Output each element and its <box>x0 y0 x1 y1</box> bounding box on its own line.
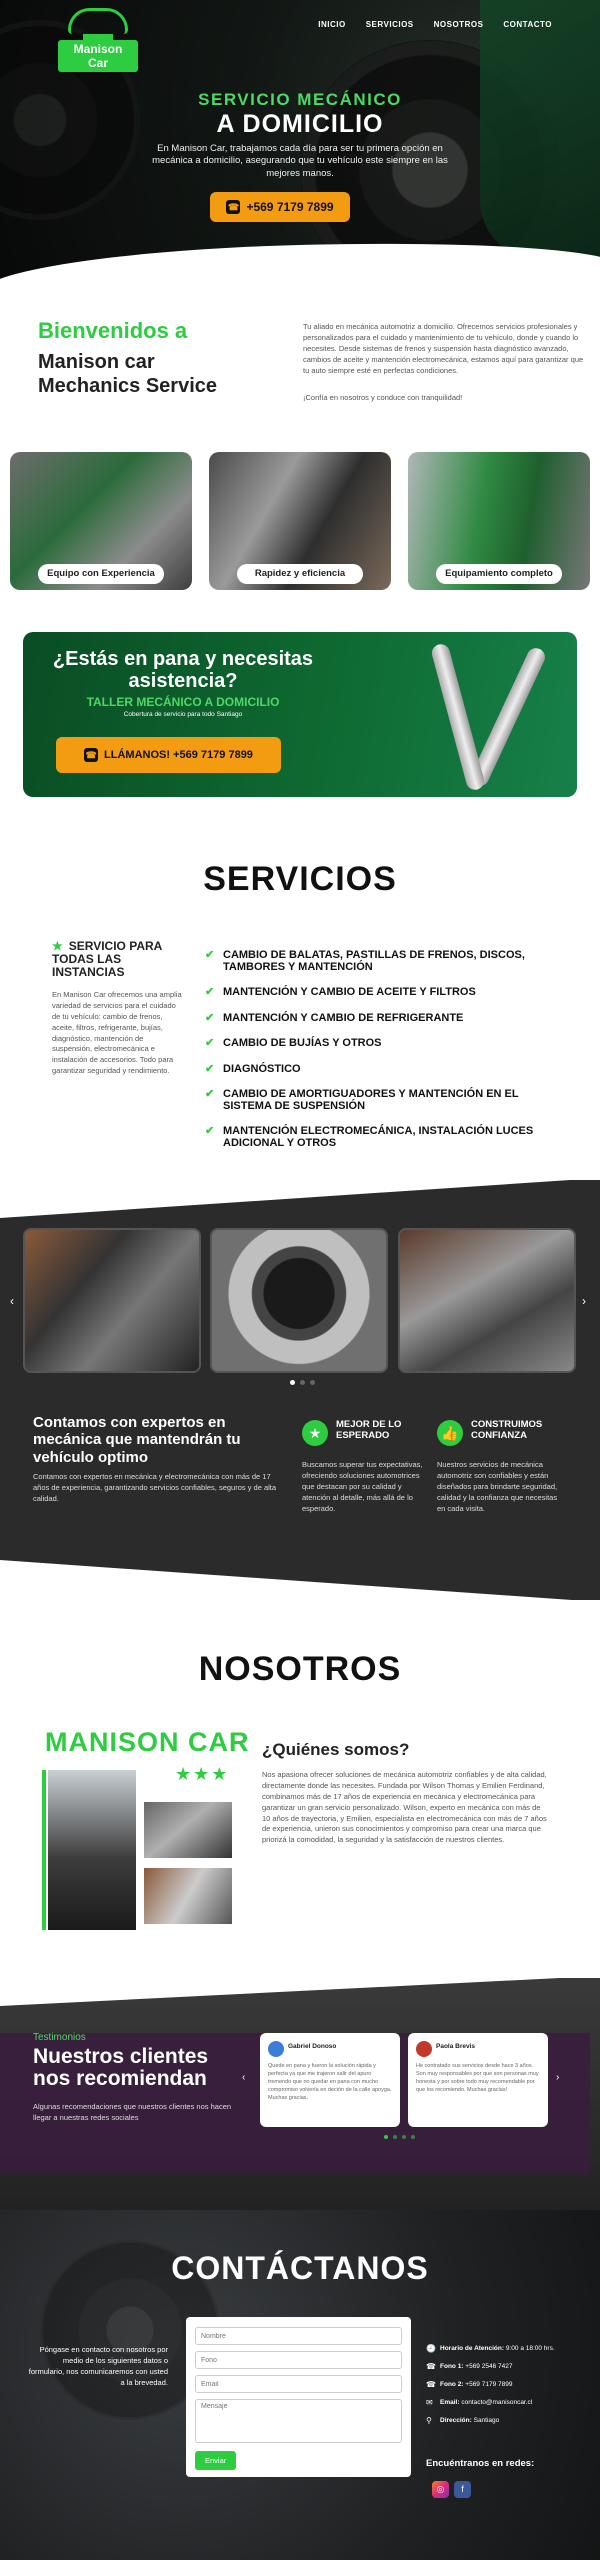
about-image-tire <box>48 1770 136 1930</box>
services-list <box>205 950 545 1163</box>
gallery-image <box>398 1228 576 1373</box>
welcome-paragraph: Tu aliado en mecánica automotriz a domicilio. Ofrecemos servicios profesionales y personalizados para el cuidado y mantenimiento de tu vehículo, donde y cuando lo necesites. Desde sistemas de frenos y suspensión hasta diagnóstico avanzado, cambios de aceite y mantención electromecánica, estamos aquí para garantizar que tu auto siempre esté en perfectas condiciones. <box>303 322 584 375</box>
gallery-image <box>23 1228 201 1373</box>
feature-card-speed <box>209 452 391 590</box>
star-icon: ★ <box>52 939 63 953</box>
nav-inicio[interactable]: INICIO <box>318 20 346 29</box>
facebook-icon[interactable]: f <box>454 2481 471 2498</box>
info-email[interactable]: ✉ Email: contacto@manisoncar.cl <box>426 2398 533 2407</box>
about-title: NOSOTROS <box>198 1650 402 1688</box>
feature-label: Equipo con Experiencia <box>38 564 164 584</box>
service-item: ✔ MANTENCIÓN Y CAMBIO DE ACEITE Y FILTROS <box>205 986 476 999</box>
cta-title: ¿Estás en pana y necesitas asistencia? <box>52 648 314 692</box>
feature-label: Rapidez y eficiencia <box>237 564 363 584</box>
service-item: ✔ DIAGNÓSTICO <box>205 1062 301 1075</box>
mail-icon: ✉ <box>426 2398 433 2407</box>
phone-input[interactable] <box>195 2351 402 2369</box>
gallery-prev-arrow[interactable]: ‹ <box>10 1294 14 1308</box>
gallery-next-arrow[interactable]: › <box>582 1294 586 1308</box>
experts-text: Contamos con expertos en mecánica y electromecánica con más de 17 años de experiencia, garantizando servicios confiables, seguros y de alta calidad. <box>33 1472 277 1503</box>
about-image-tools <box>142 1866 234 1926</box>
star-icon: ★ <box>302 1420 328 1446</box>
hero-subtitle: SERVICIO MECÁNICO <box>198 90 402 109</box>
testimonials-kicker: Testimonios <box>33 2032 86 2043</box>
info-hours: 🕘 Horario de Atención: 9:00 a 18:00 hrs. <box>426 2344 555 2353</box>
avatar <box>268 2041 284 2057</box>
carousel-dot[interactable] <box>393 2135 397 2139</box>
contact-form <box>186 2317 411 2477</box>
service-item: ✔ MANTENCIÓN ELECTROMECÁNICA, INSTALACIÓN LUCES ADICIONAL Y OTROS <box>205 1125 534 1149</box>
nav-contacto[interactable]: CONTACTO <box>503 20 552 29</box>
service-item: ✔ CAMBIO DE BALATAS, PASTILLAS DE FRENOS, DISCOS, TAMBORES Y MANTENCIÓN <box>205 949 525 973</box>
info-phone2[interactable]: ☎ Fono 2: +569 7179 7899 <box>426 2380 513 2389</box>
contact-info <box>426 2345 596 2435</box>
wrench-icon <box>430 642 486 792</box>
about-question: ¿Quiénes somos? <box>262 1740 410 1759</box>
contact-title: CONTÁCTANOS <box>171 2250 429 2286</box>
hero-section <box>0 0 600 285</box>
services-title: SERVICIOS <box>203 860 397 898</box>
experts-title: Contamos con expertos en mecánica que mantendrán tu vehículo optimo <box>33 1414 241 1466</box>
service-item: ✔ CAMBIO DE AMORTIGUADORES Y MANTENCIÓN EN EL SISTEMA DE SUSPENSIÓN <box>205 1088 519 1112</box>
testimonial-text: He contratado sus servicios desde hace 3 años. Son muy responsables por que son personas muy honesta y por sobre todo muy recomendable por que los recomiendo. Muchas gracias! <box>416 2063 539 2093</box>
phone-icon: ☎ <box>426 2380 436 2389</box>
nav-servicios[interactable]: SERVICIOS <box>365 20 414 29</box>
service-item: ✔ CAMBIO DE BUJÍAS Y OTROS <box>205 1037 382 1050</box>
carousel-dot[interactable] <box>411 2135 415 2139</box>
gallery-dots <box>290 1380 315 1385</box>
cta-subtitle: TALLER MECÁNICO A DOMICILIO <box>86 695 280 709</box>
stars-icon: ★★★ <box>175 1764 230 1784</box>
testimonial-author: Paola Brevis <box>436 2043 476 2050</box>
testimonial-text: Quede en pana y fueron la solución rápida y perfecta ya que me trajeron salir del apuro tremendo que no quedar en pana con mucho compromiso volvería en deción de la calle apoyga. Muchas gracias. <box>268 2063 392 2101</box>
carousel-dot[interactable] <box>290 1380 295 1385</box>
cta-coverage: Cobertura de servicio para todo Santiago <box>123 711 243 718</box>
hero-phone-button[interactable] <box>210 192 350 222</box>
message-input[interactable] <box>195 2399 402 2443</box>
cta-call-label: LLÁMANOS! +569 7179 7899 <box>104 749 253 761</box>
thumbs-up-icon: 👍 <box>437 1420 463 1446</box>
social-heading: Encuéntranos en redes: <box>426 2458 535 2469</box>
phone-icon: ☎ <box>85 750 97 760</box>
location-icon: ⚲ <box>426 2416 432 2425</box>
check-icon: ✔ <box>205 1037 215 1050</box>
hero-phone-label: +569 7179 7899 <box>246 200 334 214</box>
about-text: Nos apasiona ofrecer soluciones de mecánica automotriz confiables y de alta calidad, directamente donde las necesites. Fundada por Wilson Thomas y Emilien Ferdinand, combinamos más de 17 años de experiencia en mecánica y electromecánica para garantizar un gran servicio personalizado. Wilson, experto en mecánica con más de 10 años de trayectoria, y Emilien, especialista en electromecánica con más de 7 años de experiencia, unieron sus conocimientos y compromiso para crear una marca que priorizá la comodidad, la seguridad y la satisfacción de nuestros clientes. <box>262 1770 547 1845</box>
testimonials-text: Algunas recomendaciones que nuestros clientes nos hacen llegar a nuestras redes sociales <box>33 2102 232 2122</box>
info-phone1[interactable]: ☎ Fono 1: +569 2546 7427 <box>426 2362 513 2371</box>
welcome-tagline: ¡Confía en nosotros y conduce con tranquilidad! <box>303 393 463 402</box>
feature-card-equipment <box>408 452 590 590</box>
instagram-icon[interactable]: ◎ <box>432 2481 449 2498</box>
hero-title: A DOMICILIO <box>216 110 384 138</box>
contact-intro: Póngase en contacto con nosotros por medio de los siguientes datos o formulario, nos comunicaremos con usted a la brevedad. <box>28 2345 168 2387</box>
check-icon: ✔ <box>205 1088 215 1101</box>
check-icon: ✔ <box>205 1011 215 1024</box>
carousel-dot[interactable] <box>384 2135 388 2139</box>
logo[interactable] <box>58 8 138 70</box>
check-icon: ✔ <box>205 949 215 961</box>
phone-icon: ☎ <box>227 202 240 212</box>
phone-icon: ☎ <box>426 2362 436 2371</box>
carousel-dot[interactable] <box>300 1380 305 1385</box>
name-input[interactable] <box>195 2327 402 2345</box>
hero-text: En Manison Car, trabajamos cada día para ser tu primera opción en mecánica a domicilio, asegurando que tu vehículo este siempre en las mejores manos. <box>152 143 448 179</box>
welcome-heading: Bienvenidos a <box>38 318 188 343</box>
avatar <box>416 2041 432 2057</box>
carousel-dot[interactable] <box>310 1380 315 1385</box>
submit-button[interactable]: Enviar <box>195 2451 236 2470</box>
car-logo-icon <box>68 8 128 34</box>
welcome-subheading: Manison car Mechanics Service <box>38 351 217 397</box>
feature-card-experience <box>10 452 192 590</box>
carousel-dot[interactable] <box>402 2135 406 2139</box>
feature-label: Equipamiento completo <box>436 564 562 584</box>
check-icon: ✔ <box>205 1125 215 1138</box>
gallery-image <box>210 1228 388 1373</box>
testimonial-prev-arrow[interactable]: ‹ <box>242 2072 246 2083</box>
testimonial-card <box>408 2033 548 2127</box>
about-brand: MANISON CAR <box>45 1727 250 1757</box>
cta-call-button[interactable] <box>56 737 281 773</box>
about-image-engine <box>142 1800 234 1860</box>
info-address: ⚲ Dirección: Santiago <box>426 2416 500 2425</box>
main-nav <box>318 20 552 29</box>
services-side-heading: ★ SERVICIO PARA TODAS LAS INSTANCIAS <box>52 939 162 980</box>
testimonial-author: Gabriel Donoso <box>288 2043 337 2050</box>
email-input[interactable] <box>195 2375 402 2393</box>
cta-banner <box>23 632 577 797</box>
testimonial-card <box>260 2033 400 2127</box>
testimonials-title: Nuestros clientes nos recomiendan <box>33 2045 209 2091</box>
page: Manison Car INICIO SERVICIOS NOSOTROS CONTACTO SERVICIO MECÁNICO A DOMICILIO En Manison Car, trabajamos cada día para ser tu primera opción en mecánica a domicilio, asegurando que tu vehículo este siempre en las mejores manos. ☎ +569 7179 7899 Bienvenidos a Manison car Mechanics Service Tu aliado en mecánica automotriz a domicilio. Ofrecemos servicios profesionales y personalizados para el cuidado y mantenimiento de tu vehículo, donde y cuando lo necesites. Desde sistemas de frenos y suspensión hasta diagnóstico avanzado, cambios de aceite y mantención electromecánica, estamos aquí para garantizar que tu auto siempre esté en perfectas condiciones. ¡Confía en nosotros y conduce con tranquilidad! Equipo con Experiencia Rapidez y eficiencia Equipamiento completo ¿Estás en pana y necesitas asistencia? TALLER MECÁNICO A DOMICILIO Cobertura de servicio para todo Santiago ☎ LLÁMANOS! +569 7179 7899 SERVICIOS ★ SERVICIO PARA TODAS LAS INSTANCIAS En Manison Car ofrecemos una amplia variedad de servicios para el cuidado de tu vehículo: cambio de frenos, aceite, filtros, refrigerante, bujías, diagnóstico, mantención de suspensión, electromecánica e instalación de accesorios. Todo para garantizar seguridad y rendimiento. ✔ CAMBIO DE BALATAS, PASTILLAS DE FRENOS, DISCOS, TAMBORES Y MANTENCIÓN ✔ MANTENCIÓN Y CAMBIO DE ACEITE Y FILTROS ✔ MANTENCIÓN Y CAMBIO DE REFRIGERANTE ✔ CAMBIO DE BUJÍAS Y OTROS ✔ DIAGNÓSTICO ✔ CAMBIO DE AMORTIGUADORES Y MANTENCIÓN EN EL SISTEMA DE SUSPENSIÓN ✔ MANTENCIÓN ELECTROMECÁNICA, INSTALACIÓN LUCES ADICIONAL Y OTROS ‹ › Contamos con expertos en mecánica que mantendrán tu vehículo optimo Contamos con expertos en mecánica y electromecánica con más de 17 años de experiencia, garantizando servicios confiables, seguros y de alta calidad. ★ MEJOR DE LO ESPERADO Buscamos superar tus expectativas, ofreciendo soluciones automotrices que destacan por su calidad y atención al detalle, más allá de lo esperado. 👍 CONSTRUIMOS CONFIANZA Nuestros servicios de mecánica automotriz son confiables y están diseñados para brindarte seguridad, calidad y la confianza que necesitas en cada visita. NOSOTROS MANISON CAR ★★★ ¿Quiénes somos? Nos apasiona ofrecer soluciones de mecánica automotriz confiables y de alta calidad, directamente donde las necesites. Fundada por Wilson Thomas y Emilien Ferdinand, combinamos más de 17 años de experiencia en mecánica y electromecánica para garantizar un gran servicio personalizado. Wilson, experto en mecánica con más de 10 años de trayectoria, y Emilien, especialista en electromecánica con más de 7 años de experiencia, unieron sus conocimientos y compromiso para crear una marca que priorizá la comodidad, la seguridad y la satisfacción de nuestros clientes. Testimonios Nuestros clientes nos recomiendan Algunas recomendaciones que nuestros clientes nos hacen llegar a nuestras redes sociales ‹ › Gabriel Donoso Quede en pana y fueron la solución rápida y perfecta ya que me trajeron salir del apuro tremendo que no quedar en pana con mucho compromiso volvería en deción de la calle apoyga. Muchas gracias. Paola Brevis He contratado sus servicios desde hace 3 años. Son muy responsables por que son personas muy honesta y por sobre todo muy recomendable por que los recomiendo. Muchas gracias! CONTÁCTANOS Póngase en contacto con nosotros por medio de los siguientes datos o formulario, nos comunicaremos con usted a la brevedad. Nombre Fono Email Mensaje Enviar 🕘 Horario de Atención: 9:00 a 18:00 hrs. ☎ Fono 1: +569 2546 7427 ☎ Fono 2: +569 7179 7899 ✉ Email: contacto@manisoncar.cl ⚲ Dirección: Santiago Encuéntranos en redes: ◎ f <box>0 0 600 2560</box>
nav-nosotros[interactable]: NOSOTROS <box>433 20 484 29</box>
check-icon: ✔ <box>205 986 215 999</box>
testimonial-dots <box>384 2135 415 2139</box>
logo-text: Manison Car <box>58 40 138 72</box>
check-icon: ✔ <box>205 1062 215 1075</box>
service-item: ✔ MANTENCIÓN Y CAMBIO DE REFRIGERANTE <box>205 1011 464 1024</box>
services-side-text: En Manison Car ofrecemos una amplia variedad de servicios para el cuidado de tu vehículo: cambio de frenos, aceite, filtros, refrigerante, bujías, diagnóstico, mantención de suspensión, electromecánica e instalación de accesorios. Todo para garantizar seguridad y rendimiento. <box>52 990 182 1076</box>
clock-icon: 🕘 <box>426 2344 436 2353</box>
testimonial-next-arrow[interactable]: › <box>556 2072 560 2083</box>
